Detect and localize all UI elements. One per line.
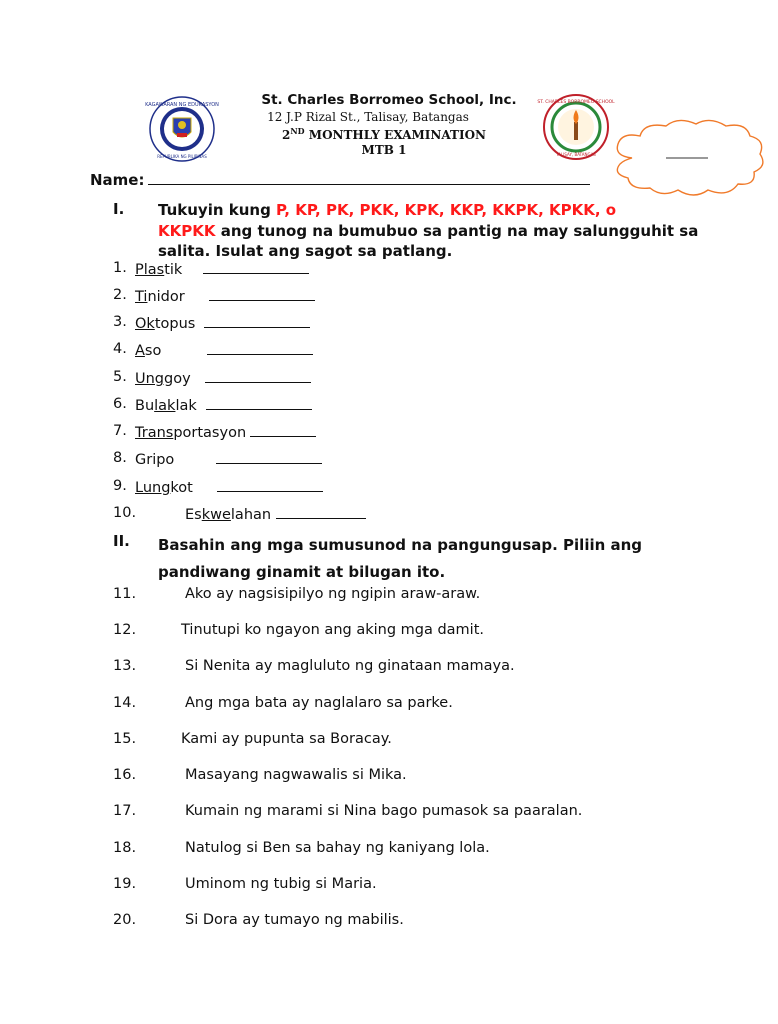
item-number: 17. (113, 803, 137, 819)
word-rest: lahan (230, 507, 272, 523)
item-number: 9. (113, 478, 127, 494)
item-number: 18. (113, 840, 137, 856)
score-cloud-shape (610, 118, 768, 200)
underlined-syllable: Ung (135, 371, 165, 387)
item-word (135, 396, 312, 414)
sentence: Masayang nagwawalis si Mika. (185, 767, 407, 783)
item-number: 11. (113, 586, 137, 602)
item-word (135, 450, 322, 468)
section-1-red-codes: P, KP, PK, PKK, KPK, KKP, KKPK, KPKK, o (276, 201, 617, 219)
logo-left-label: KAGAWARAN NG EDUKASYON (145, 102, 219, 108)
section-1-red-code-last: KKPKK (158, 221, 216, 240)
item-number: 20. (113, 912, 137, 928)
sentence: Tinutupi ko ngayon ang aking mga damit. (181, 622, 484, 638)
item-number: 14. (113, 695, 137, 711)
answer-blank[interactable] (205, 369, 311, 383)
answer-blank[interactable] (203, 260, 309, 274)
sentence: Si Nenita ay magluluto ng ginataan mamaya. (185, 658, 515, 674)
underlined-syllable: Trans (135, 425, 174, 441)
item-word (135, 478, 323, 496)
item-number: 3. (113, 314, 127, 330)
section-1-numeral: I. (113, 200, 125, 218)
underlined-syllable: Lung (135, 480, 171, 496)
item-number: 15. (113, 731, 137, 747)
item-number: 5. (113, 369, 127, 385)
exam-sup: ND (290, 126, 305, 136)
item-number: 2. (113, 287, 127, 303)
word-prefix: Es (185, 507, 202, 523)
word-rest: topus (154, 316, 196, 332)
sentence: Kami ay pupunta sa Boracay. (181, 731, 392, 747)
school-address: 12 J.P Rizal St., Talisay, Batangas (267, 110, 469, 124)
underlined-syllable: Plas (135, 262, 165, 278)
item-number: 13. (113, 658, 137, 674)
sentence: Natulog si Ben sa bahay ng kaniyang lola. (185, 840, 490, 856)
section-2-instruction: Basahin ang mga sumusunod na pangungusap. Piliin ang pandiwang ginamit at bilugan ito. (158, 536, 643, 581)
subject-title: MTB 1 (361, 143, 407, 157)
answer-blank[interactable] (217, 478, 323, 492)
sentence: Ako ay nagsisipilyo ng ngipin araw-araw. (185, 586, 481, 602)
sentence: Uminom ng tubig si Maria. (185, 876, 377, 892)
section-2-numeral: II. (113, 532, 130, 550)
word-prefix: Bu (135, 398, 155, 414)
exam-prefix: 2 (282, 128, 291, 142)
item-word (135, 369, 311, 387)
logo-right-label: ST. CHARLES BORROMEO SCHOOL (537, 100, 615, 105)
item-number: 1. (113, 260, 127, 276)
section-1-text-a: Tukuyin kung (158, 201, 277, 219)
word-rest: Gripo (135, 452, 175, 468)
name-field[interactable] (90, 170, 590, 189)
word-rest: so (144, 343, 162, 359)
logo-left-bottom-label: REPUBLIKA NG PILIPINAS (157, 154, 207, 159)
item-word (135, 314, 310, 332)
answer-blank[interactable] (206, 396, 312, 410)
answer-blank[interactable] (207, 341, 313, 355)
sentence: Si Dora ay tumayo ng mabilis. (185, 912, 404, 928)
item-number: 19. (113, 876, 137, 892)
sentence: Kumain ng marami si Nina bago pumasok sa paaralan. (185, 803, 583, 819)
item-number: 8. (113, 450, 127, 466)
item-number: 16. (113, 767, 137, 783)
answer-blank[interactable] (216, 450, 322, 464)
name-label: Name: (90, 171, 145, 189)
school-name: St. Charles Borromeo School, Inc. (261, 92, 517, 108)
answer-blank[interactable] (250, 423, 316, 437)
item-word (135, 341, 313, 359)
word-rest: lak (175, 398, 197, 414)
word-rest: goy (164, 371, 191, 387)
answer-blank[interactable] (204, 314, 310, 328)
section-1-instruction (158, 200, 718, 262)
item-word (135, 423, 316, 441)
word-rest: portasyon (173, 425, 247, 441)
word-rest: kot (170, 480, 193, 496)
item-number: 6. (113, 396, 127, 412)
exam-suffix: MONTHLY EXAMINATION (304, 128, 486, 142)
section-1-text-b: ang tunog na bumubuo sa pantig na may salungguhit sa salita. Isulat ang sagot sa patlang. (158, 221, 699, 260)
item-number: 12. (113, 622, 137, 638)
item-number: 10. (113, 505, 137, 521)
item-number: 7. (113, 423, 127, 439)
answer-blank[interactable] (209, 287, 315, 301)
underlined-syllable: A (135, 343, 145, 359)
word-rest: tik (164, 262, 183, 278)
underlined-syllable: kwe (201, 507, 231, 523)
sentence: Ang mga bata ay naglalaro sa parke. (185, 695, 453, 711)
name-blank-line[interactable] (148, 170, 590, 185)
underlined-syllable: Ti (135, 289, 148, 305)
answer-blank[interactable] (276, 505, 366, 519)
underlined-syllable: Ok (135, 316, 155, 332)
word-rest: nidor (147, 289, 185, 305)
item-word (135, 260, 309, 278)
item-number: 4. (113, 341, 127, 357)
item-word (185, 505, 366, 523)
underlined-syllable: lak (154, 398, 176, 414)
item-word (135, 287, 315, 305)
logo-right-bottom-label: TALISAY, BATANGAS (556, 152, 596, 157)
